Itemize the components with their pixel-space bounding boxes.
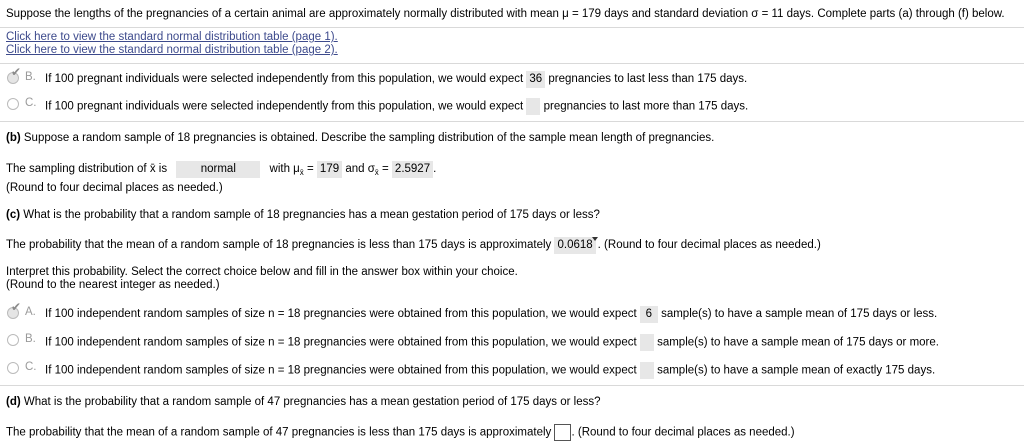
- equals-sign: =: [382, 163, 389, 175]
- question-text: Suppose a random sample of 18 pregnancies is obtained. Describe the sampling distribution of the sample mean length of pregnancies.: [23, 132, 715, 144]
- answer-input[interactable]: [526, 98, 540, 115]
- answer-text: The probability that the mean of a random sample of 18 pregnancies is less than 175 days is approximately: [6, 239, 552, 251]
- divider: [0, 121, 1024, 122]
- answer-text: with μ: [269, 163, 300, 175]
- answer-text: is: [158, 163, 168, 175]
- choice-letter: C.: [25, 97, 37, 109]
- answer-text: The probability that the mean of a random sample of 47 pregnancies is less than 175 days is approximately: [6, 426, 552, 439]
- period: .: [433, 163, 437, 175]
- choice-text: If 100 pregnant individuals were selected independently from this population, we would expect: [45, 73, 524, 85]
- part-d-question: [6, 396, 601, 408]
- radio-icon[interactable]: [7, 98, 19, 110]
- table-page2-link[interactable]: Click here to view the standard normal distribution table (page 2).: [6, 44, 338, 56]
- probability-value[interactable]: 0.0618: [554, 237, 595, 254]
- answer-value[interactable]: 6: [640, 306, 658, 323]
- divider: [0, 63, 1024, 64]
- answer-input[interactable]: [640, 334, 654, 351]
- subscript: x̄: [299, 168, 304, 177]
- choice-text: If 100 pregnant individuals were selected independently from this population, we would expect: [45, 100, 524, 113]
- question-text: What is the probability that a random sample of 47 pregnancies has a mean gestation period of 175 days or less?: [23, 396, 601, 408]
- choice-letter: A.: [25, 306, 36, 318]
- answer-text: The sampling distribution of: [6, 163, 147, 175]
- distribution-dropdown[interactable]: normal: [176, 161, 260, 178]
- divider: [0, 385, 1024, 386]
- subscript: x̄: [374, 168, 379, 177]
- question-text: What is the probability that a random sample of 18 pregnancies has a mean gestation period of 175 days or less?: [23, 209, 600, 221]
- check-icon: ✔: [11, 65, 22, 79]
- probability-input[interactable]: [554, 424, 571, 441]
- answer-value[interactable]: 36: [526, 71, 545, 88]
- choice-letter: B.: [25, 71, 36, 83]
- choice-text: pregnancies to last more than 175 days.: [543, 100, 749, 113]
- part-label: (d): [6, 396, 21, 408]
- answer-text: and σ: [345, 163, 375, 175]
- choice-text: pregnancies to last less than 175 days.: [548, 73, 748, 85]
- sigma-value[interactable]: 2.5927: [392, 161, 433, 178]
- xbar-symbol: x̄: [149, 163, 156, 175]
- interpret-instruction: Interpret this probability. Select the correct choice below and fill in the answer box within your choice.: [6, 266, 518, 278]
- part-d-probability-line: [6, 424, 795, 441]
- answer-input[interactable]: [640, 362, 654, 379]
- choice-text: If 100 independent random samples of size n = 18 pregnancies were obtained from this population, we would expect: [45, 308, 637, 320]
- part-c-question: [6, 209, 600, 221]
- divider: [0, 27, 1024, 28]
- choice-letter: B.: [25, 333, 36, 345]
- round-note: (Round to four decimal places as needed.): [6, 182, 223, 194]
- round-note: (Round to the nearest integer as needed.): [6, 279, 220, 291]
- part-label: (c): [6, 209, 21, 221]
- part-label: (b): [6, 132, 21, 144]
- table-page1-link[interactable]: Click here to view the standard normal distribution table (page 1).: [6, 31, 338, 43]
- check-icon: ✔: [11, 300, 22, 314]
- problem-intro: Suppose the lengths of the pregnancies of a certain animal are approximately normally distributed with mean μ = 179 days and standard deviation σ = 11 days. Complete parts (a) through (f) below.: [6, 8, 1005, 20]
- radio-icon[interactable]: [7, 362, 19, 374]
- choice-text: If 100 independent random samples of size n = 18 pregnancies were obtained from this population, we would expect: [45, 364, 637, 377]
- part-c-probability-line: [6, 237, 821, 254]
- choice-text: If 100 independent random samples of size n = 18 pregnancies were obtained from this population, we would expect: [45, 336, 637, 349]
- part-b-answer-line: [6, 161, 436, 178]
- choice-text: sample(s) to have a sample mean of exactly 175 days.: [657, 364, 936, 377]
- answer-text: . (Round to four decimal places as needed.): [597, 239, 821, 251]
- answer-text: . (Round to four decimal places as needed.): [571, 426, 795, 439]
- radio-icon[interactable]: [7, 334, 19, 346]
- choice-letter: C.: [25, 361, 37, 373]
- equals-sign: =: [307, 163, 314, 175]
- choice-text: sample(s) to have a sample mean of 175 days or more.: [657, 336, 939, 349]
- choice-text: sample(s) to have a sample mean of 175 days or less.: [661, 308, 938, 320]
- part-b-question: [6, 132, 714, 144]
- mu-value[interactable]: 179: [317, 161, 342, 178]
